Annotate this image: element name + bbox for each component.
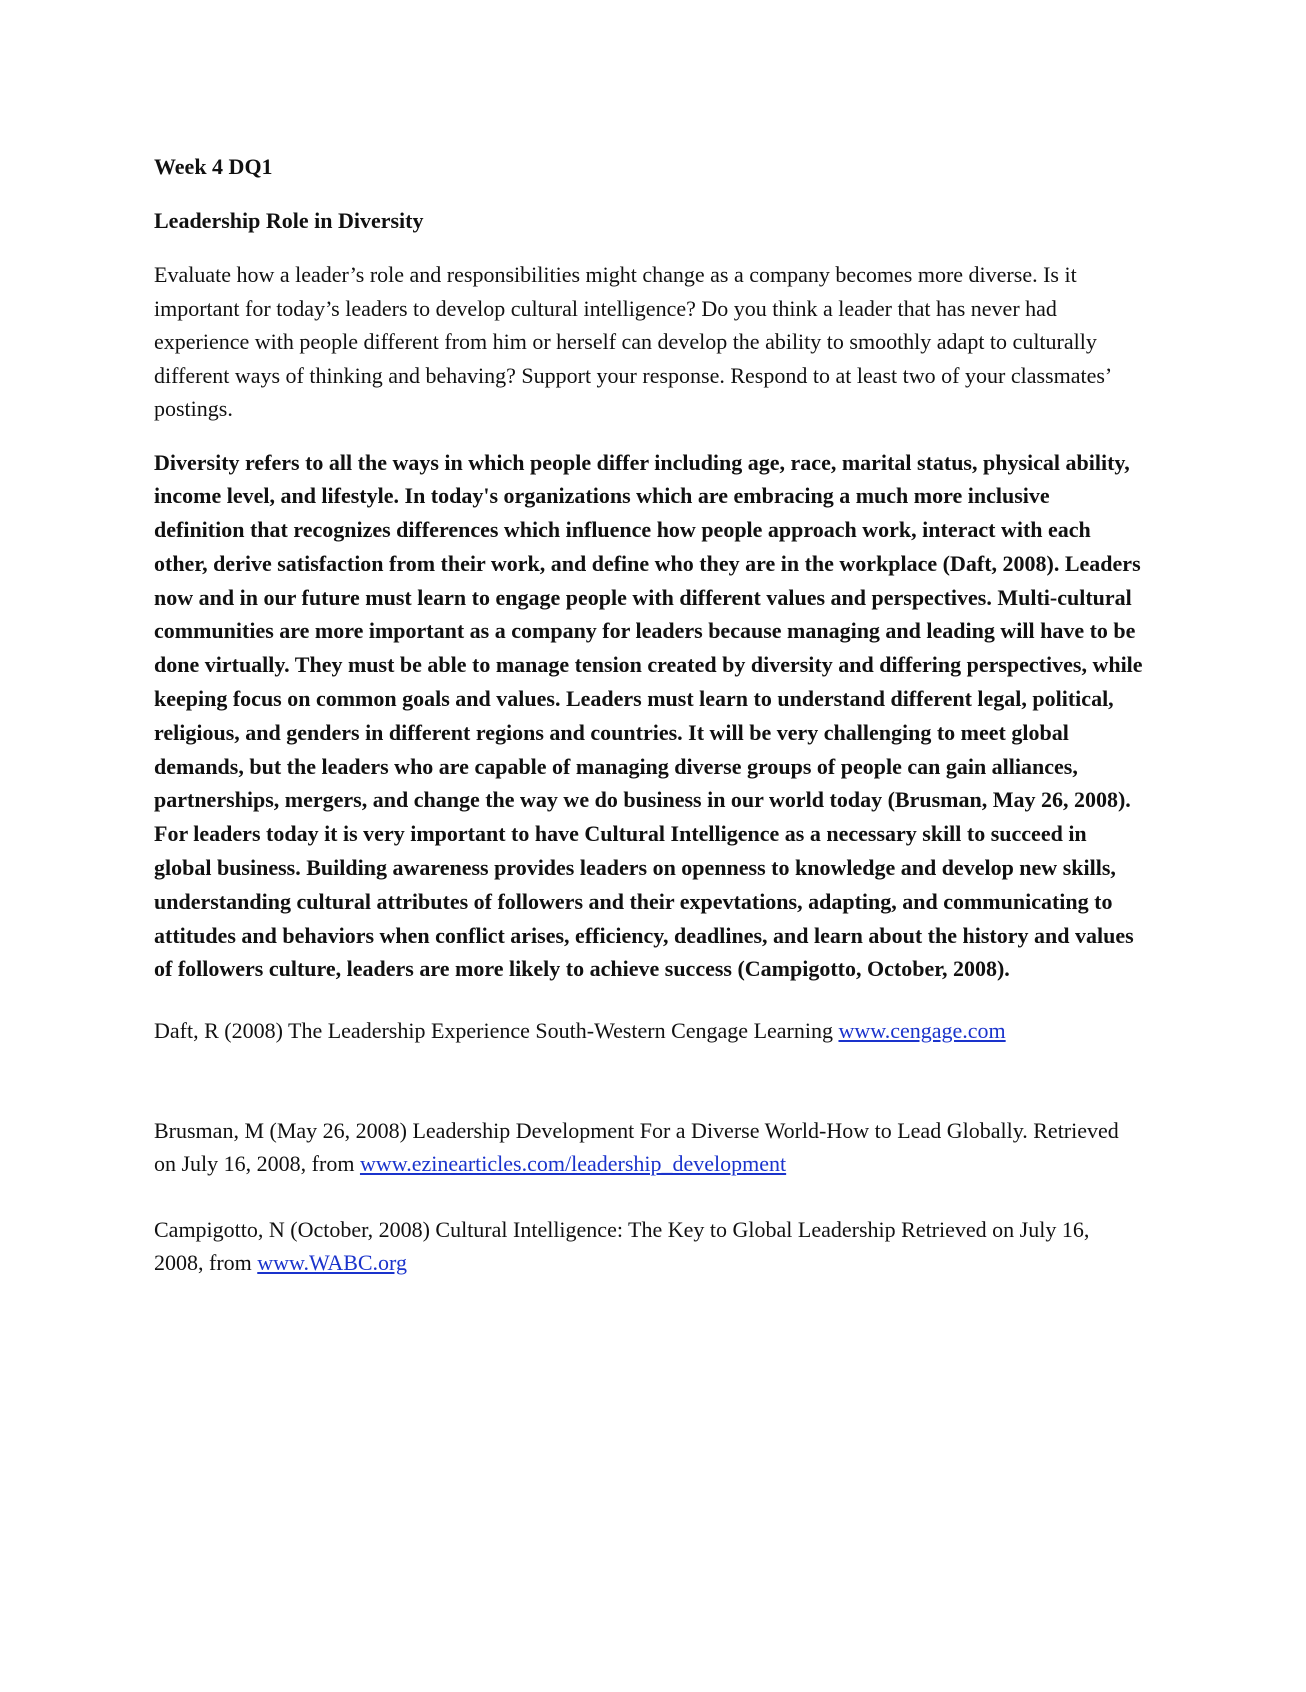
reference-text: Daft, R (2008) The Leadership Experience South-Western Cengage Learning bbox=[154, 1018, 839, 1044]
discussion-answer: Diversity refers to all the ways in which people differ including age, race, marital status, physical ability, income level, and lifestyle. In today's organizations which are embracing a much more inclusive definition that recognizes differences which influence how people approach work, interact with each other, derive satisfaction from their work, and define who they are in the workplace (Daft, 2008). Leaders now and in our future must learn to engage people with different values and perspectives. Multi-cultural communities are more important as a company for leaders because managing and leading will have to be done virtually. They must be able to manage tension created by diversity and differing perspectives, while keeping focus on common goals and values. Leaders must learn to understand different legal, political, religious, and genders in different regions and countries. It will be very challenging to meet global demands, but the leaders who are capable of managing diverse groups of people can gain alliances, partnerships, mergers, and change the way we do business in our world today (Brusman, May 26, 2008). For leaders today it is very important to have Cultural Intelligence as a necessary skill to succeed in global business. Building awareness provides leaders on openness to knowledge and develop new skills, understanding cultural attributes of followers and their expevtations, adapting, and communicating to attitudes and behaviors when conflict arises, efficiency, deadlines, and learn about the history and values of followers culture, leaders are more likely to achieve success (Campigotto, October, 2008). bbox=[154, 449, 1143, 982]
reference-brusman bbox=[154, 1114, 1144, 1181]
reference-link-cengage[interactable]: www.cengage.com bbox=[838, 1018, 1006, 1044]
reference-campigotto bbox=[154, 1213, 1144, 1280]
reference-link-wabc[interactable]: www.WABC.org bbox=[257, 1250, 407, 1276]
reference-text: Campigotto, N (October, 2008) Cultural Intelligence: The Key to Global Leadership Retrieved on July 16, 2008, from bbox=[154, 1216, 1090, 1276]
document-page bbox=[154, 152, 1144, 1280]
discussion-prompt: Evaluate how a leader’s role and responsibilities might change as a company becomes more diverse. Is it important for today’s leaders to develop cultural intelligence? Do you think a leader that has never had experience with people different from him or herself can develop the ability to smoothly adapt to culturally different ways of thinking and behaving? Support your response. Respond to at least two of your classmates’ postings. bbox=[154, 262, 1111, 421]
reference-daft bbox=[154, 1014, 1144, 1048]
document-title: Leadership Role in Diversity bbox=[154, 208, 424, 233]
reference-text: Brusman, M (May 26, 2008) Leadership Development For a Diverse World-How to Lead Globally. Retrieved on July 16, 2008, from bbox=[154, 1117, 1119, 1177]
week-label: Week 4 DQ1 bbox=[154, 154, 273, 179]
reference-link-ezinearticles[interactable]: www.ezinearticles.com/leadership_development bbox=[359, 1151, 787, 1177]
